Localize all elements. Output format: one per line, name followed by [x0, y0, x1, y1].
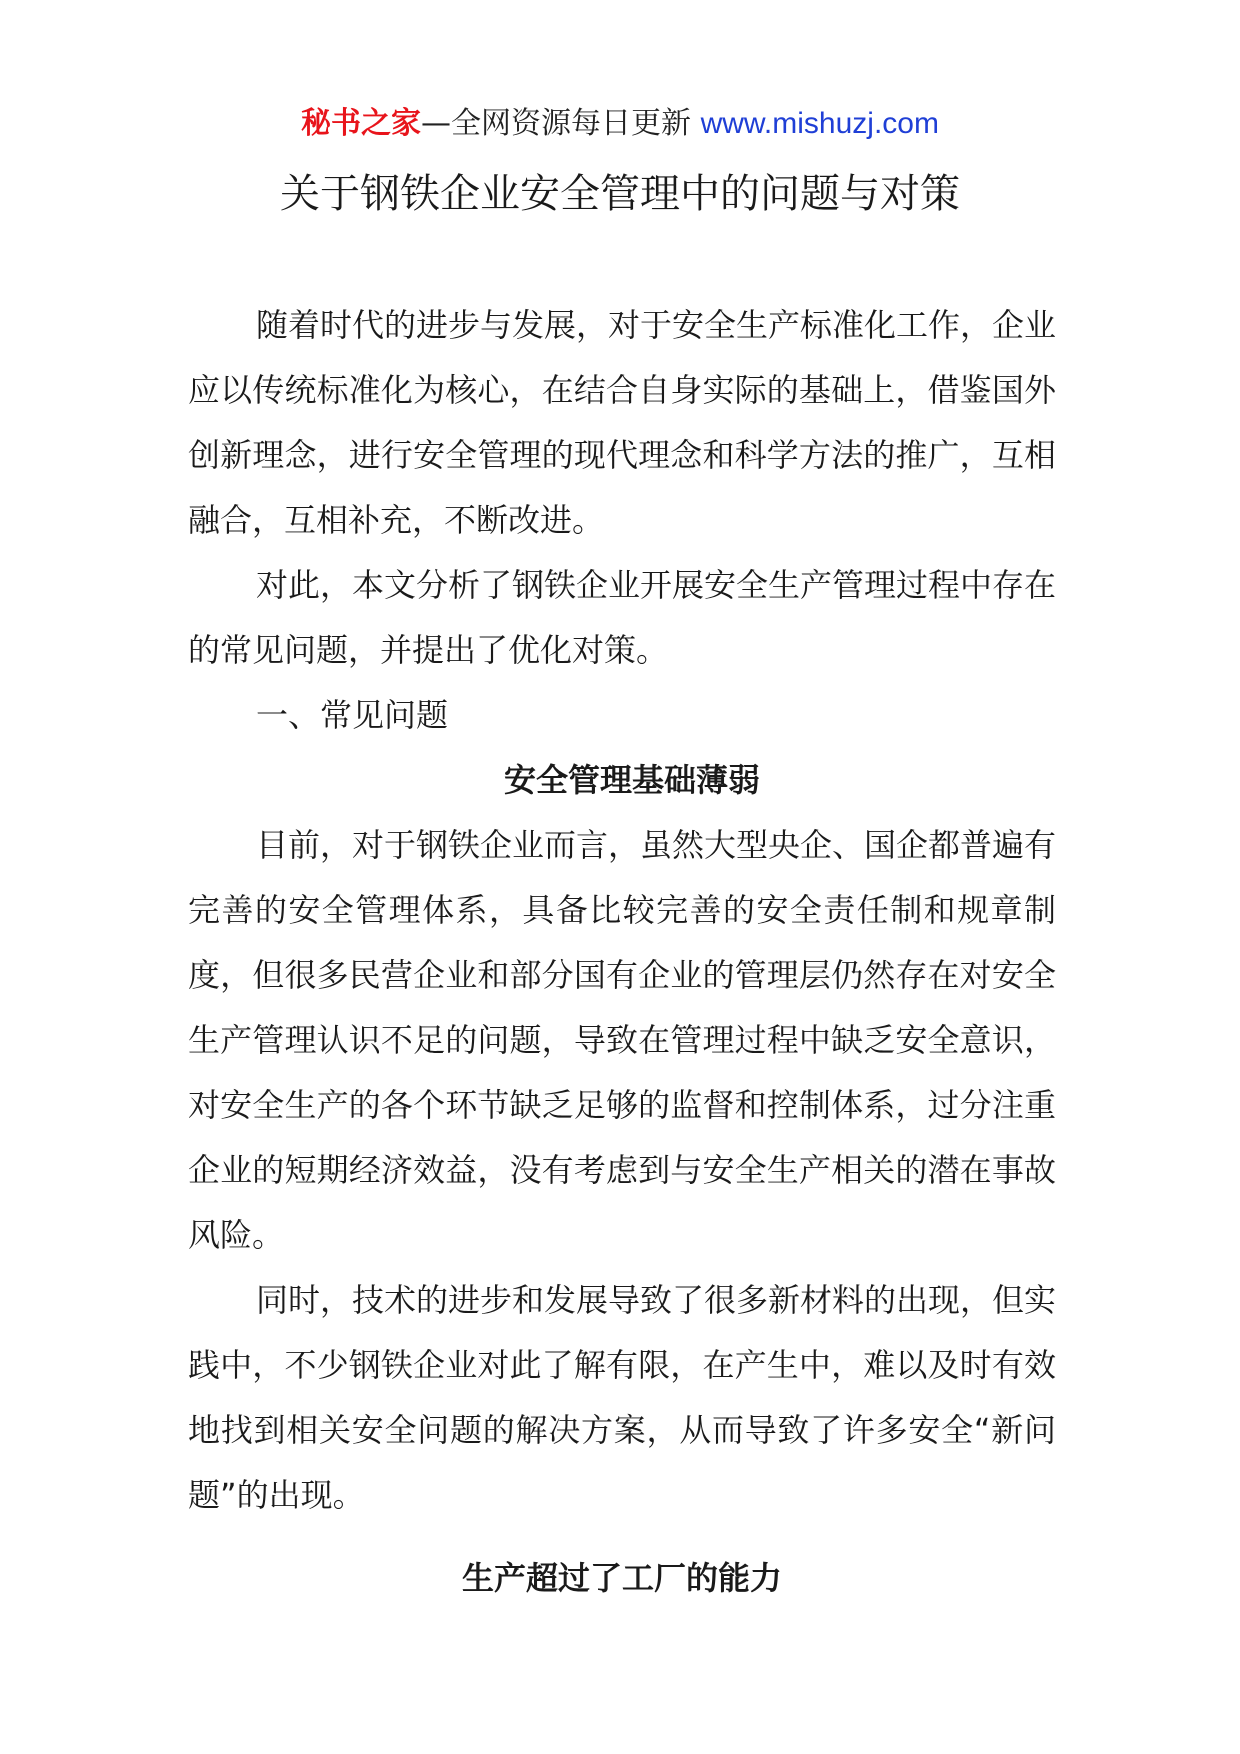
site-banner: [0, 102, 1240, 146]
document-body: [188, 293, 1056, 1628]
subheading-weak-foundation: 安全管理基础薄弱: [503, 761, 760, 799]
intro-paragraph-2: 对此，本文分析了钢铁企业开展安全生产管理过程中存在的常见问题，并提出了优化对策。: [188, 566, 1057, 669]
site-url-link[interactable]: www.mishuzj.com: [700, 107, 939, 140]
subheading-overcapacity: 生产超过了工厂的能力: [461, 1559, 782, 1597]
section-heading-common-problems: 一、常见问题: [256, 696, 449, 734]
intro-paragraph-1: 随着时代的进步与发展，对于安全生产标准化工作，企业应以传统标准化为核心，在结合自身实际的基础上，借鉴国外创新理念，进行安全管理的现代理念和科学方法的推广，互相融合，互相补充，不断改进。: [188, 306, 1057, 539]
section-paragraph-2: 同时，技术的进步和发展导致了很多新材料的出现，但实践中，不少钢铁企业对此了解有限，在产生中，难以及时有效地找到相关安全问题的解决方案，从而导致了许多安全“新问题”的出现。: [188, 1281, 1057, 1514]
section-paragraph-1: 目前，对于钢铁企业而言，虽然大型央企、国企都普遍有完善的安全管理体系，具备比较完善的安全责任制和规章制度，但很多民营企业和部分国有企业的管理层仍然存在对安全生产管理认识不足的问题，导致在管理过程中缺乏安全意识，对安全生产的各个环节缺乏足够的监督和控制体系，过分注重企业的短期经济效益，没有考虑到与安全生产相关的潜在事故风险。: [188, 826, 1057, 1254]
brand-name: 秘书之家: [301, 106, 422, 141]
document-title: 关于钢铁企业安全管理中的问题与对策: [280, 171, 960, 217]
banner-tagline: —全网资源每日更新: [421, 106, 701, 141]
